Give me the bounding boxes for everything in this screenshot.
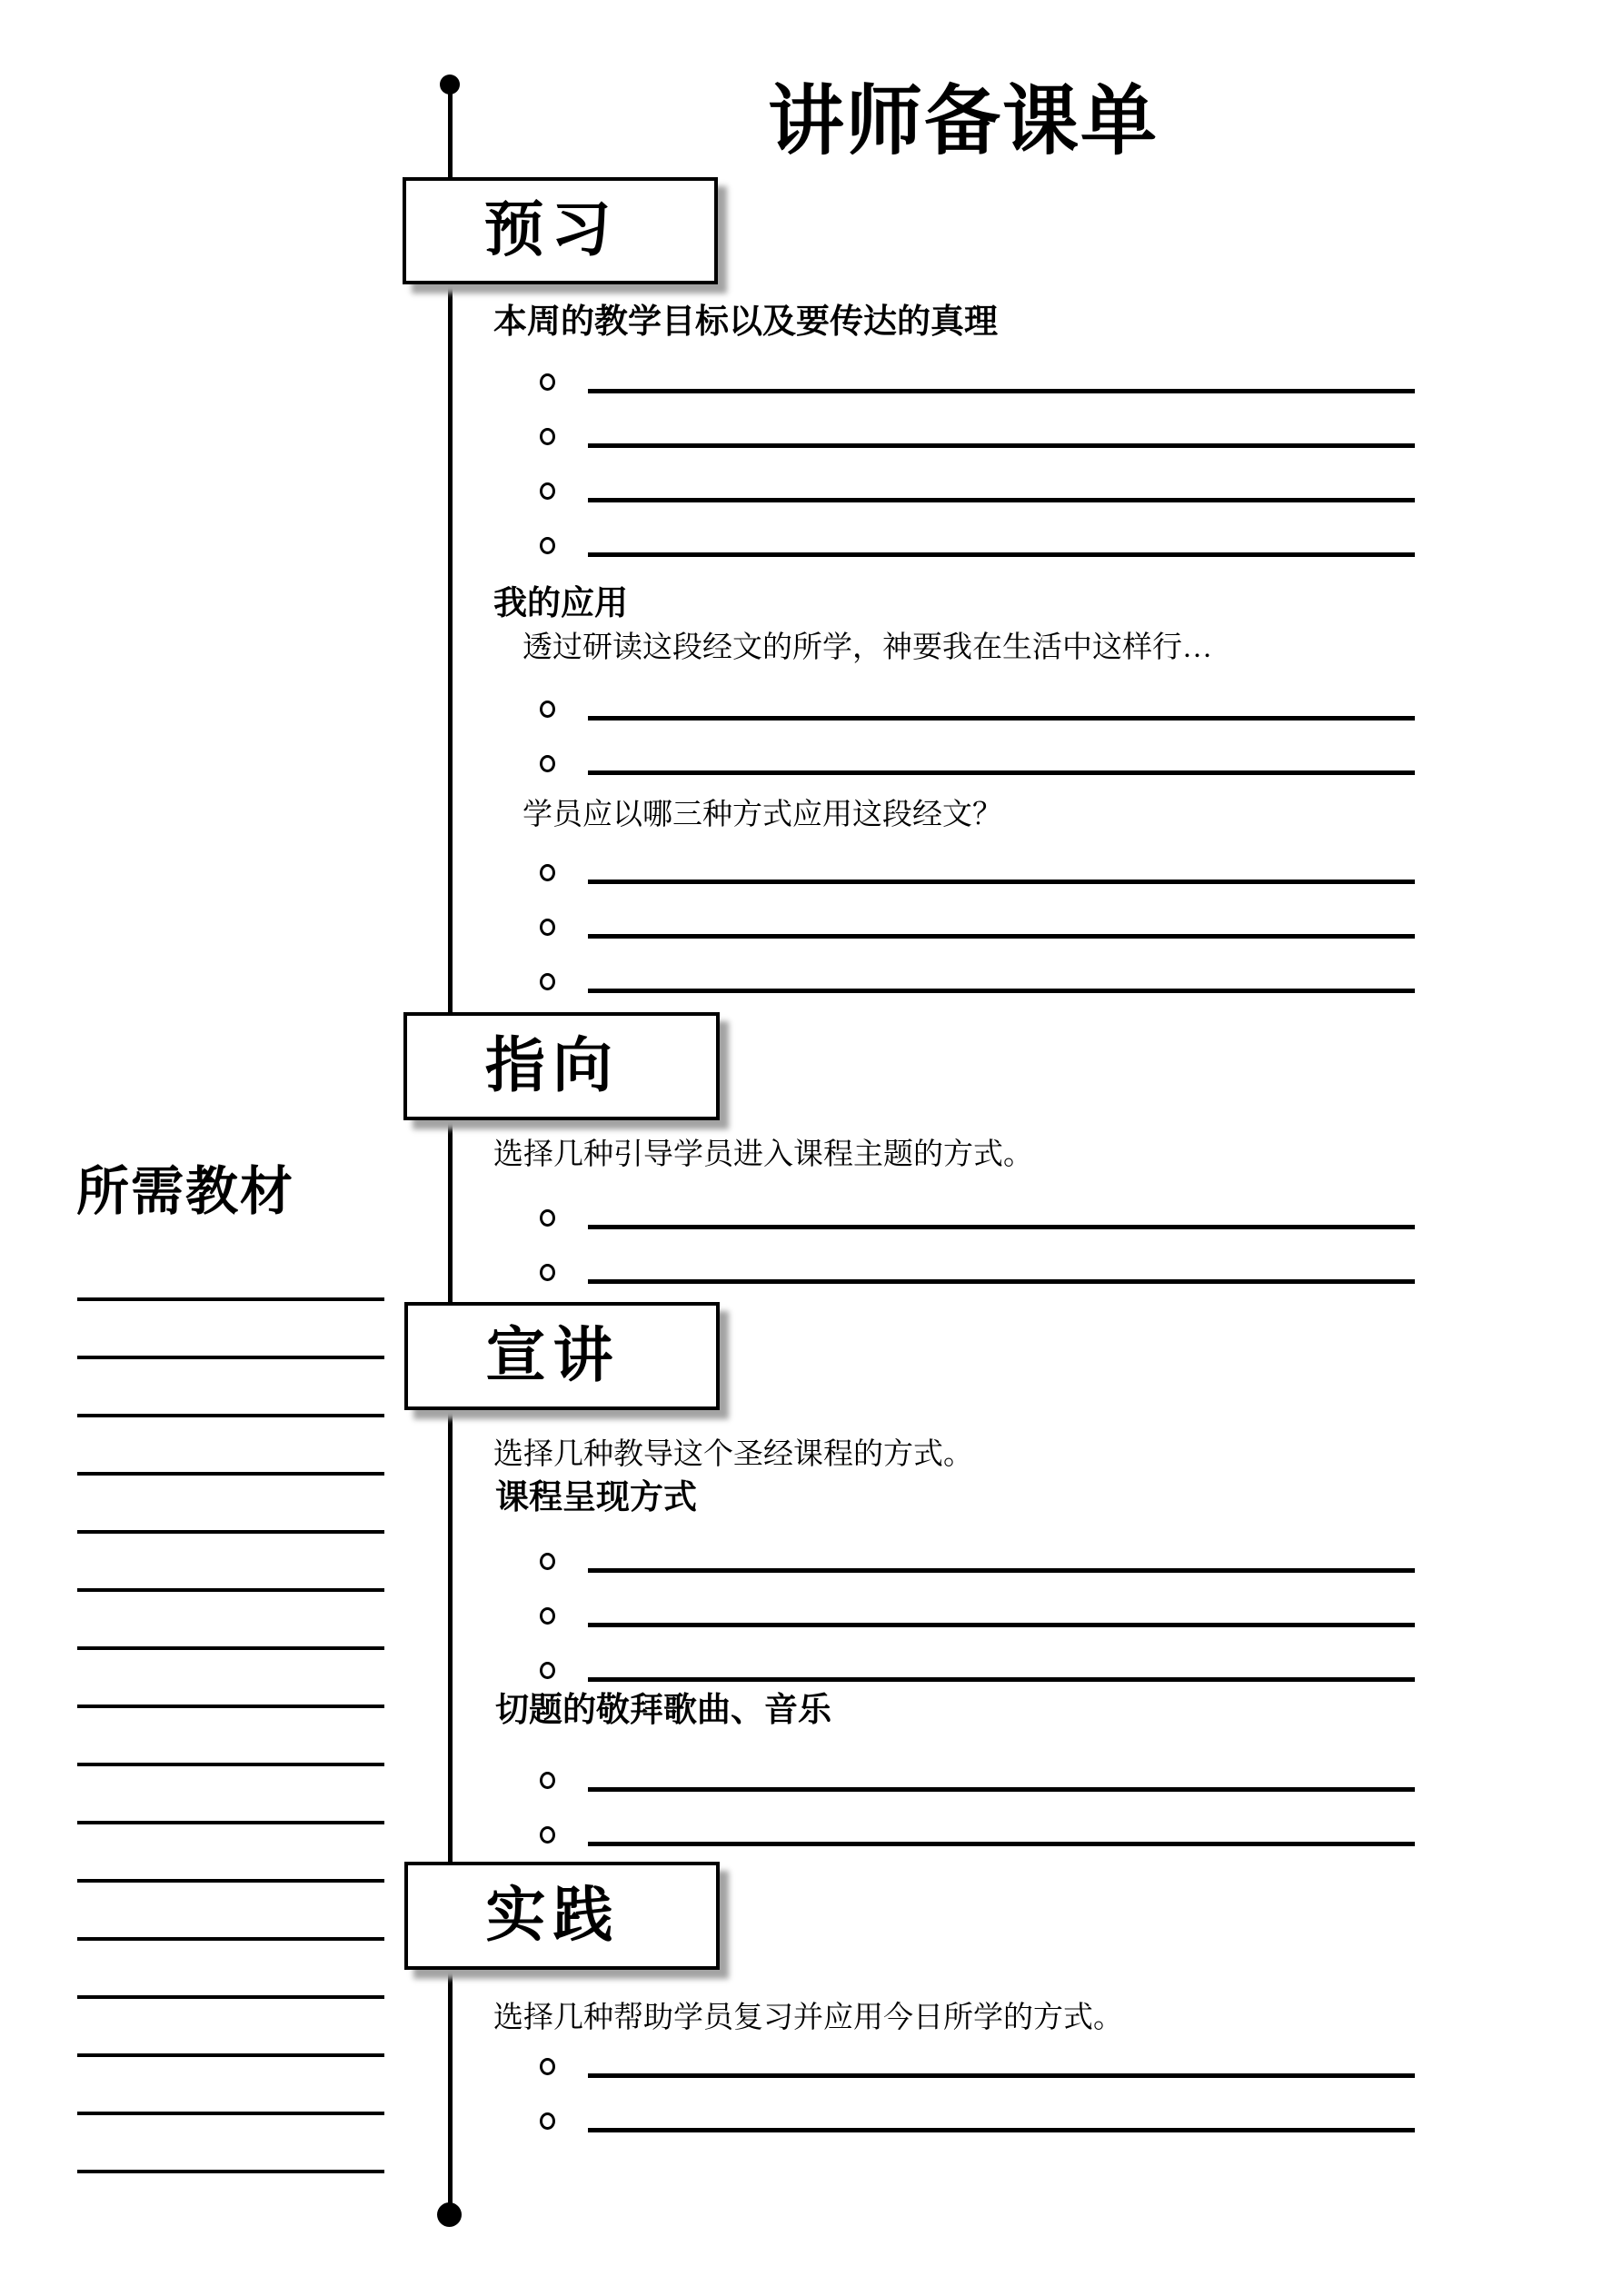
materials-blank-line[interactable] (77, 1766, 384, 1824)
bullet-circle-icon (540, 701, 555, 718)
section-box-preview (403, 177, 718, 284)
bullet-circle-icon (540, 919, 555, 936)
proclaim-description: 选择几种教导这个圣经课程的方式。 (493, 1438, 973, 1471)
blank-write-line[interactable] (588, 2128, 1415, 2132)
proclaim-worship-heading: 切题的敬拜歌曲、音乐 (495, 1692, 831, 1729)
blank-write-line[interactable] (588, 1842, 1415, 1846)
section-box-practice (404, 1862, 720, 1970)
blank-write-line[interactable] (588, 1279, 1415, 1284)
bullet-circle-icon (540, 1826, 555, 1844)
bullet-circle-icon (540, 1264, 555, 1281)
blank-write-line[interactable] (588, 552, 1415, 557)
materials-blank-line[interactable] (77, 1417, 384, 1476)
bullet-circle-icon (540, 482, 555, 500)
preview-application-blanks (540, 666, 1415, 775)
bullet-circle-icon (540, 864, 555, 881)
timeline-bottom-dot-icon (437, 2202, 462, 2227)
bullet-row (540, 1737, 1415, 1792)
proclaim-presentation-blanks (540, 1518, 1415, 1682)
bullet-circle-icon (540, 428, 555, 445)
section-box-point (403, 1012, 720, 1120)
materials-blank-line[interactable] (77, 1534, 384, 1592)
materials-blank-line[interactable] (77, 1650, 384, 1708)
materials-blank-line[interactable] (77, 1592, 384, 1650)
materials-blank-line[interactable] (77, 1359, 384, 1417)
preview-goals-blanks (540, 339, 1415, 557)
preview-goals-heading: 本周的教学目标以及要传达的真理 (493, 303, 998, 341)
materials-blank-line[interactable] (77, 2057, 384, 2115)
materials-header: 所需教材 (76, 1162, 295, 1221)
preview-application-heading: 我的应用 (493, 585, 628, 622)
preview-application-prompt: 透过研读这段经文的所学，神要我在生活中这样行… (522, 631, 1212, 664)
bullet-circle-icon (540, 755, 555, 772)
section-box-proclaim (404, 1302, 720, 1410)
materials-blank-line[interactable] (77, 1243, 384, 1301)
materials-blank-line[interactable] (77, 1999, 384, 2057)
blank-write-line[interactable] (588, 989, 1415, 993)
bullet-row (540, 1792, 1415, 1846)
bullet-row (540, 1627, 1415, 1682)
bullet-row (540, 2078, 1415, 2132)
materials-blank-line[interactable] (77, 2115, 384, 2173)
section-box-preview-label: 预习 (483, 197, 619, 263)
bullet-row (540, 939, 1415, 993)
bullet-row (540, 1175, 1415, 1229)
bullet-circle-icon (540, 1553, 555, 1570)
materials-blank-line[interactable] (77, 1883, 384, 1941)
practice-description: 选择几种帮助学员复习并应用今日所学的方式。 (493, 2002, 1123, 2034)
bullet-row (540, 666, 1415, 721)
bullet-circle-icon (540, 373, 555, 391)
materials-blank-lines (77, 1243, 384, 2170)
materials-blank-line[interactable] (77, 1476, 384, 1534)
bullet-row (540, 393, 1415, 448)
bullet-row (540, 1573, 1415, 1627)
page-title: 讲师备课单 (768, 80, 1159, 164)
bullet-circle-icon (540, 973, 555, 990)
preview-three-ways-blanks (540, 830, 1415, 993)
point-blanks (540, 1175, 1415, 1284)
point-description: 选择几种引导学员进入课程主题的方式。 (493, 1138, 1033, 1171)
materials-blank-line[interactable] (77, 1301, 384, 1359)
bullet-row (540, 884, 1415, 939)
bullet-row (540, 1229, 1415, 1284)
bullet-circle-icon (540, 1662, 555, 1679)
bullet-circle-icon (540, 2058, 555, 2075)
blank-write-line[interactable] (588, 770, 1415, 775)
materials-blank-line[interactable] (77, 1824, 384, 1883)
proclaim-worship-blanks (540, 1737, 1415, 1846)
proclaim-presentation-heading: 课程呈现方式 (495, 1479, 697, 1516)
bullet-row (540, 502, 1415, 557)
bullet-row (540, 448, 1415, 502)
preview-three-ways-prompt: 学员应以哪三种方式应用这段经文？ (522, 799, 1002, 831)
bullet-row (540, 1518, 1415, 1573)
bullet-circle-icon (540, 537, 555, 554)
practice-blanks (540, 2023, 1415, 2132)
section-box-proclaim-label: 宣讲 (485, 1322, 621, 1389)
bullet-row (540, 2023, 1415, 2078)
materials-blank-line[interactable] (77, 1708, 384, 1766)
bullet-circle-icon (540, 2112, 555, 2130)
materials-blank-line[interactable] (77, 1941, 384, 1999)
bullet-circle-icon (540, 1209, 555, 1227)
timeline-top-dot-icon (440, 75, 460, 94)
bullet-row (540, 830, 1415, 884)
bullet-row (540, 339, 1415, 393)
bullet-circle-icon (540, 1772, 555, 1789)
blank-write-line[interactable] (588, 1677, 1415, 1682)
bullet-row (540, 721, 1415, 775)
section-box-point-label: 指向 (485, 1032, 620, 1099)
section-box-practice-label: 实践 (485, 1882, 621, 1949)
bullet-circle-icon (540, 1607, 555, 1625)
